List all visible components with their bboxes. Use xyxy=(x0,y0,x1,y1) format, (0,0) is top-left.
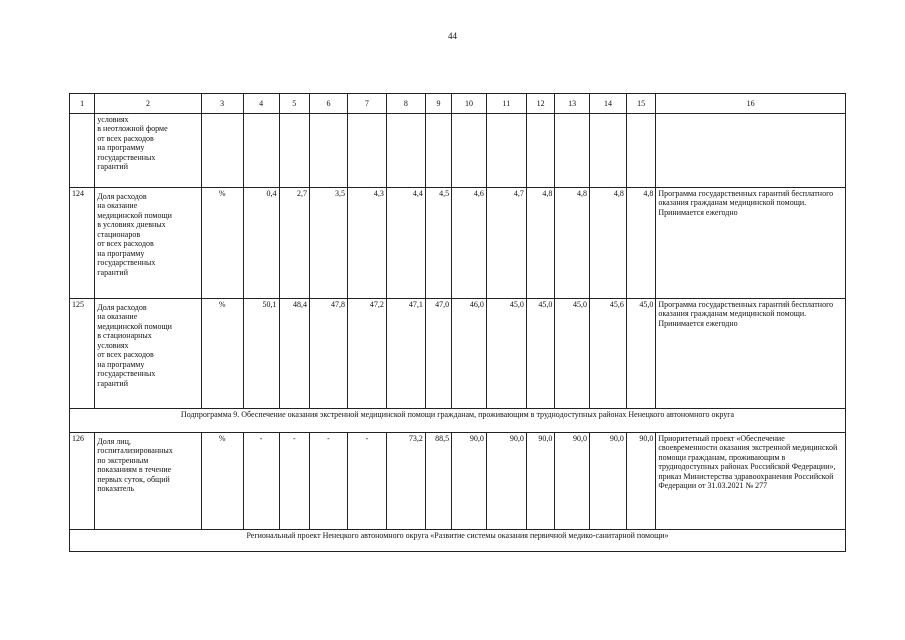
header-cell: 13 xyxy=(555,94,590,114)
value-cell: 4,5 xyxy=(425,188,451,299)
value-cell: 90,0 xyxy=(452,433,487,530)
indicator-name-text: Доля расходов на оказание медицинской помощи в условиях дневных стационаров от всех расходов на программу государственных гарантий xyxy=(97,192,172,277)
header-cell: 10 xyxy=(452,94,487,114)
value-cell: 45,0 xyxy=(626,299,655,409)
header-row xyxy=(70,94,846,114)
value-cell: 4,6 xyxy=(452,188,487,299)
value-cell xyxy=(526,114,554,188)
value-cell: 45,0 xyxy=(486,299,526,409)
value-cell: - xyxy=(310,433,348,530)
value-cell xyxy=(452,114,487,188)
table-row-continuation xyxy=(70,114,846,188)
row-number: 124 xyxy=(70,188,95,299)
header-cell: 12 xyxy=(526,94,554,114)
value-cell xyxy=(243,114,279,188)
section-row xyxy=(70,409,846,433)
header-cell: 14 xyxy=(590,94,627,114)
value-cell xyxy=(626,114,655,188)
value-cell: - xyxy=(279,433,310,530)
header-cell: 16 xyxy=(656,94,846,114)
value-cell: 4,8 xyxy=(590,188,627,299)
source-cell: Программа государственных гарантий бесплатного оказания гражданам медицинской помощи. Принимается ежегодно xyxy=(656,188,846,299)
value-cell: 4,7 xyxy=(486,188,526,299)
value-cell: - xyxy=(243,433,279,530)
value-cell xyxy=(555,114,590,188)
value-cell xyxy=(486,114,526,188)
value-cell xyxy=(347,114,386,188)
header-cell: 3 xyxy=(201,94,243,114)
header-cell: 9 xyxy=(425,94,451,114)
unit-cell xyxy=(201,114,243,188)
header-cell: 6 xyxy=(310,94,348,114)
indicator-name-text: Доля лиц, госпитализированных по экстренным показаниям в течение первых суток, общий показатель xyxy=(97,437,173,494)
value-cell: 45,0 xyxy=(526,299,554,409)
value-cell: 4,8 xyxy=(526,188,554,299)
table-row xyxy=(70,433,846,530)
page-number: 44 xyxy=(448,31,457,41)
source-cell: Программа государственных гарантий бесплатного оказания гражданам медицинской помощи. Принимается ежегодно xyxy=(656,299,846,409)
value-cell xyxy=(386,114,425,188)
value-cell: 90,0 xyxy=(555,433,590,530)
value-cell: 4,4 xyxy=(386,188,425,299)
header-cell: 11 xyxy=(486,94,526,114)
header-cell: 5 xyxy=(279,94,310,114)
value-cell: 90,0 xyxy=(526,433,554,530)
value-cell: 4,8 xyxy=(626,188,655,299)
indicator-name xyxy=(95,299,201,409)
header-cell: 8 xyxy=(386,94,425,114)
source-cell xyxy=(656,114,846,188)
value-cell: 45,0 xyxy=(555,299,590,409)
value-cell: 50,1 xyxy=(243,299,279,409)
value-cell xyxy=(279,114,310,188)
value-cell: 47,0 xyxy=(425,299,451,409)
value-cell: 47,8 xyxy=(310,299,348,409)
value-cell: 88,5 xyxy=(425,433,451,530)
value-cell: 90,0 xyxy=(626,433,655,530)
header-cell: 7 xyxy=(347,94,386,114)
header-cell: 1 xyxy=(70,94,95,114)
value-cell xyxy=(310,114,348,188)
unit-cell: % xyxy=(201,188,243,299)
row-number: 125 xyxy=(70,299,95,409)
row-number: 126 xyxy=(70,433,95,530)
value-cell: 46,0 xyxy=(452,299,487,409)
table-row xyxy=(70,188,846,299)
header-cell: 15 xyxy=(626,94,655,114)
indicators-table xyxy=(69,93,846,552)
indicator-name xyxy=(95,188,201,299)
value-cell: 48,4 xyxy=(279,299,310,409)
section-row xyxy=(70,530,846,552)
value-cell: 45,6 xyxy=(590,299,627,409)
indicator-name xyxy=(95,114,201,188)
indicator-name xyxy=(95,433,201,530)
unit-cell: % xyxy=(201,299,243,409)
regional-project-title: Региональный проект Ненецкого автономного округа «Развитие системы оказания первичной медико-санитарной помощи» xyxy=(70,530,846,552)
row-number xyxy=(70,114,95,188)
value-cell xyxy=(425,114,451,188)
value-cell: 2,7 xyxy=(279,188,310,299)
value-cell: 73,2 xyxy=(386,433,425,530)
value-cell: 4,8 xyxy=(555,188,590,299)
value-cell: 47,2 xyxy=(347,299,386,409)
indicator-name-text: Доля расходов на оказание медицинской помощи в стационарных условиях от всех расходов на программу государственных гарантий xyxy=(97,303,172,388)
value-cell: 47,1 xyxy=(386,299,425,409)
value-cell: 90,0 xyxy=(590,433,627,530)
value-cell: 0,4 xyxy=(243,188,279,299)
value-cell xyxy=(590,114,627,188)
source-cell: Приоритетный проект «Обеспечение своевременности оказания экстренной медицинской помощи гражданам, проживающим в труднодоступных районах Российской Федерации», приказ Министерства здравоохранения Российской Федерации от 31.03.2021 № 277 xyxy=(656,433,846,530)
table-row xyxy=(70,299,846,409)
value-cell: - xyxy=(347,433,386,530)
header-cell: 4 xyxy=(243,94,279,114)
unit-cell: % xyxy=(201,433,243,530)
value-cell: 90,0 xyxy=(486,433,526,530)
value-cell: 3,5 xyxy=(310,188,348,299)
indicator-name-text: условиях в неотложной форме от всех расходов на программу государственных гарантий xyxy=(97,115,168,172)
subprogram-title: Подпрограмма 9. Обеспечение оказания экстренной медицинской помощи гражданам, проживающим в труднодоступных районах Ненецкого автономного округа xyxy=(70,409,846,433)
value-cell: 4,3 xyxy=(347,188,386,299)
header-cell: 2 xyxy=(95,94,201,114)
